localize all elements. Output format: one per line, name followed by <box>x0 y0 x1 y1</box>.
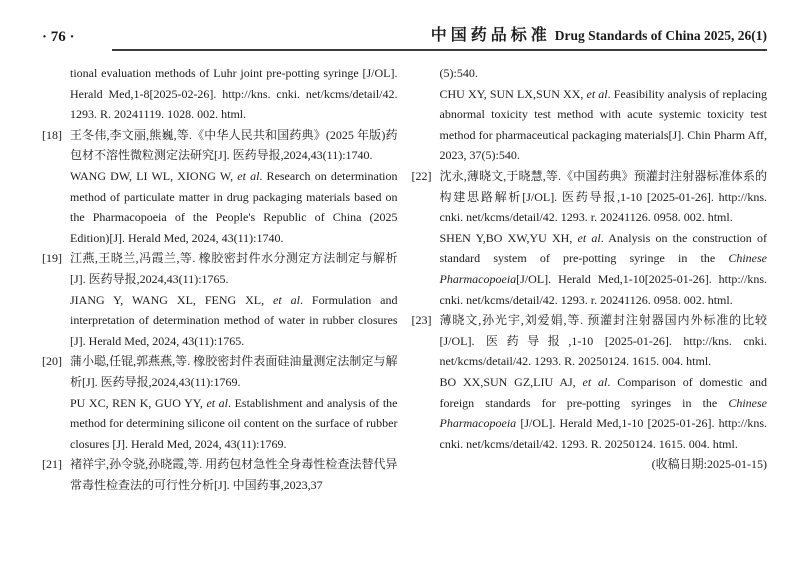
reference-citation-en: BO XX,SUN GZ,LIU AJ, et al. Comparison of domestic and foreign standards for pre-potting syringes in the Chinese Pharmacopoeia [J/OL]. Herald Med,1-10 [2025-01-26]. http://kns. cnki. net/kcms/detail/42. 1293. R. 20250124. 1615. 004. html. <box>439 374 768 451</box>
references-body <box>42 63 767 495</box>
reference-citation-cn: 王冬伟,李文丽,熊巍,等.《中华人民共和国药典》(2025 年版)药包材不溶性微粒测定法研究[J]. 医药导报,2024,43(11):1740. <box>70 127 398 163</box>
reference-citation-cn: 江燕,王晓兰,冯霞兰,等. 橡胶密封件水分测定方法制定与解析[J]. 医药导报,2024,43(11):1765. <box>70 251 398 286</box>
reference-citation-en: PU XC, REN K, GUO YY, et al. Establishment and analysis of the method for determining silicone oil content on the surface of rubber closures [J]. Herald Med, 2024, 43(11):1769. <box>70 395 398 451</box>
right-column <box>412 63 768 495</box>
reference-item-22 <box>412 166 768 310</box>
page-header <box>42 22 767 51</box>
reference-item-21 <box>42 454 398 495</box>
journal-title-en: Drug Standards of China 2025, 26(1) <box>554 28 767 43</box>
journal-title <box>112 22 767 51</box>
reference-item-18 <box>42 125 398 249</box>
reference-citation-cn: (5):540. <box>439 66 478 80</box>
received-date: (收稿日期:2025-01-15) <box>651 457 767 472</box>
reference-label: [20] <box>42 354 62 369</box>
reference-label: [21] <box>42 457 62 472</box>
reference-label: [22] <box>411 168 432 183</box>
reference-label: [18] <box>42 127 62 142</box>
reference-item-21-continuation <box>412 63 768 166</box>
journal-title-cn: 中国药品标准 <box>430 27 551 44</box>
reference-citation-cn: 蒲小聪,任锟,郭燕燕,等. 橡胶密封件表面硅油量测定法制定与解析[J]. 医药导报,2024,43(11):1769. <box>70 354 398 389</box>
reference-item-23 <box>412 310 768 454</box>
left-column <box>42 63 398 495</box>
reference-citation-en: JIANG Y, WANG XL, FENG XL, et al. Formulation and interpretation of determination method of water in rubber closures [J]. Herald Med, 2024, 43(11):1765. <box>70 292 398 348</box>
reference-citation-en: WANG DW, LI WL, XIONG W, et al. Research on determination method of particulate matter in drug packaging materials based on the Pharmacopoeia of the People's Republic of China (2025 Edition)[J]. Herald Med, 2024, 43(11):1740. <box>70 168 398 245</box>
reference-citation-cn: 沈永,薄晓文,于晓慧,等.《中国药典》预灌封注射器标准体系的构建思路解析[J/OL]. 医药导报,1-10 [2025-01-26]. http://kns. cnki. net/kcms/detail/42. 1293. r. 20241126. 0958. 002. html. <box>439 168 767 225</box>
reference-label: [19] <box>42 251 62 266</box>
reference-citation-cn: 褚祥宇,孙令骁,孙晓霞,等. 用药包材急性全身毒性检查法替代异常毒性检查法的可行性分析[J]. 中国药事,2023,37 <box>70 457 398 492</box>
reference-label: [23] <box>411 313 432 328</box>
reference-citation-cn: 薄晓文,孙光宇,刘爱娟,等. 预灌封注射器国内外标准的比较[J/OL]. 医药导报,1-10 [2025-01-26]. http://kns. cnki. net/kcms/detail/42. 1293. R. 20250124. 1615. 004. html. <box>439 313 767 369</box>
reference-citation-en: CHU XY, SUN LX,SUN XX, et al. Feasibility analysis of replacing abnormal toxicity test method with acute systemic toxicity test method for pharmaceutical packaging materials[J]. Chin Pharm Aff, 2023, 37(5):540. <box>439 86 767 163</box>
page-number: · 76 · <box>42 29 75 45</box>
reference-citation-en: SHEN Y,BO XW,YU XH, et al. Analysis on the construction of standard system of pre-potting syringe in the Chinese Pharmacopoeia[J/OL]. Herald Med,1-10[2025-01-26]. http://kns. cnki. net/kcms/detail/42. 1293. r. 20241126. 0958. 002. html. <box>439 230 768 307</box>
reference-citation-en: tional evaluation methods of Luhr joint pre-potting syringe [J/OL]. Herald Med,1-8[2025-02-26]. http://kns. cnki. net/kcms/detail/42. 1293. R. 20241119. 1028. 002. html. <box>70 66 398 122</box>
reference-item-17-continuation <box>42 63 398 125</box>
reference-item-19 <box>42 248 398 351</box>
reference-item-20 <box>42 351 398 454</box>
